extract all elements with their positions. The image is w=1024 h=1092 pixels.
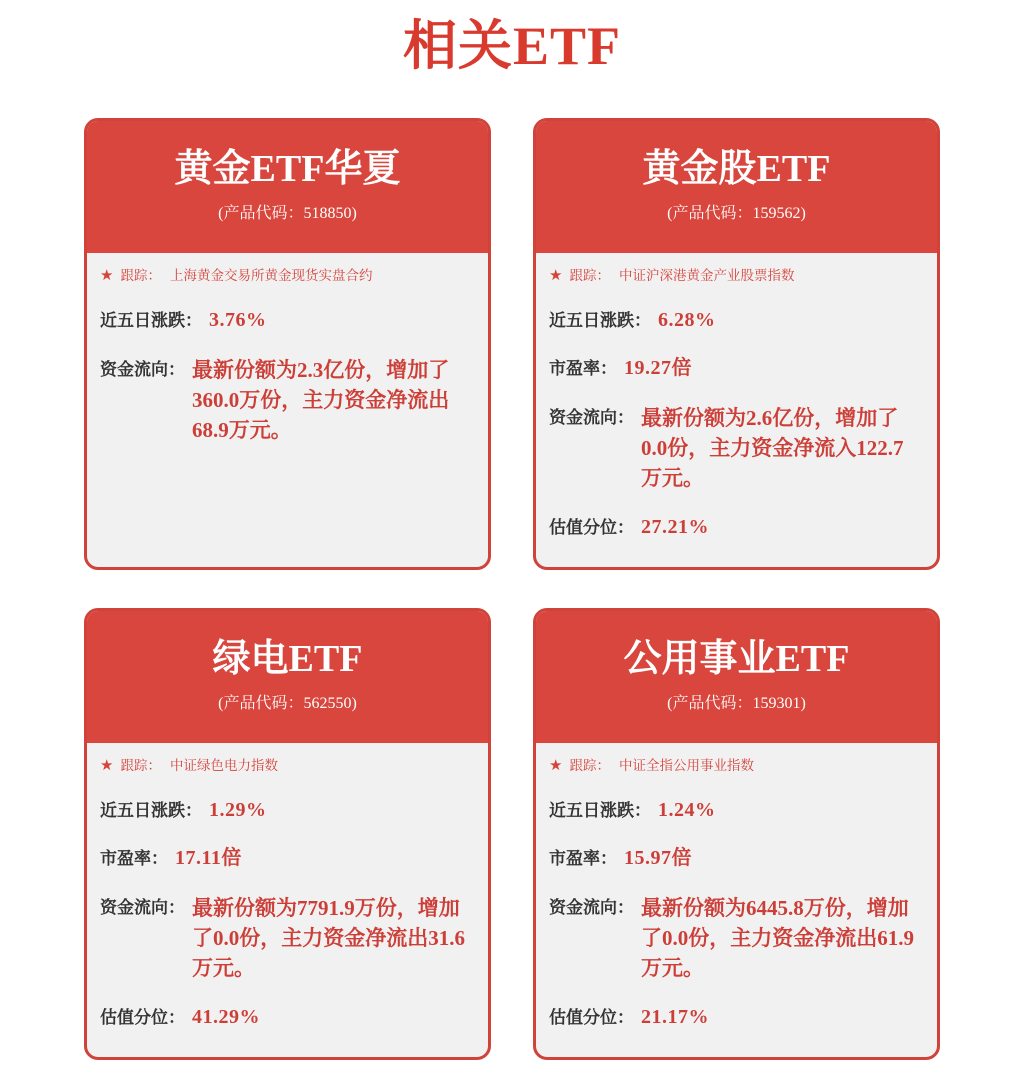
change-label: 近五日涨跌： — [549, 311, 651, 330]
pe-label: 市盈率： — [100, 849, 168, 868]
change-row — [100, 307, 474, 334]
star-icon: ★ — [549, 267, 563, 284]
card-header — [84, 118, 491, 253]
card-header — [533, 118, 940, 253]
star-icon: ★ — [100, 267, 114, 284]
track-label: 跟踪： — [120, 268, 161, 283]
pe-value: 17.11倍 — [175, 847, 242, 869]
change-value: 6.28% — [658, 309, 716, 331]
track-row — [100, 266, 474, 286]
change-value: 1.29% — [209, 799, 267, 821]
change-label: 近五日涨跌： — [100, 801, 202, 820]
flow-value: 最新份额为6445.8万份，增加了0.0份，主力资金净流出61.9万元。 — [641, 896, 914, 980]
card-title: 公用事业ETF — [623, 638, 850, 680]
valuation-value: 21.17% — [641, 1006, 709, 1028]
flow-label: 资金流向： — [549, 408, 634, 427]
card-product-code: (产品代码：562550) — [218, 695, 357, 712]
etf-card-utilities — [533, 608, 940, 1060]
valuation-row — [549, 1004, 923, 1031]
change-row — [100, 797, 474, 824]
card-product-code: (产品代码：159562) — [667, 205, 806, 222]
flow-label: 资金流向： — [549, 898, 634, 917]
track-row — [549, 756, 923, 776]
star-icon: ★ — [549, 757, 563, 774]
flow-label: 资金流向： — [100, 360, 185, 379]
track-row — [549, 266, 923, 286]
flow-label: 资金流向： — [100, 898, 185, 917]
track-index-name: 中证沪深港黄金产业股票指数 — [618, 268, 795, 283]
valuation-label: 估值分位： — [549, 1008, 634, 1027]
pe-row — [549, 845, 923, 872]
etf-card-grid — [84, 118, 940, 1060]
card-body — [87, 743, 488, 1057]
flow-value: 最新份额为7791.9万份，增加了0.0份，主力资金净流出31.6万元。 — [192, 896, 465, 980]
etf-card-gold-stock — [533, 118, 940, 570]
track-label: 跟踪： — [120, 758, 161, 773]
valuation-label: 估值分位： — [100, 1008, 185, 1027]
track-label: 跟踪： — [569, 268, 610, 283]
flow-row — [100, 355, 474, 445]
pe-label: 市盈率： — [549, 359, 617, 378]
card-body — [536, 743, 937, 1057]
etf-card-green-power — [84, 608, 491, 1060]
pe-row — [549, 355, 923, 382]
track-row — [100, 756, 474, 776]
card-title: 黄金ETF华夏 — [174, 148, 401, 190]
track-label: 跟踪： — [569, 758, 610, 773]
card-header — [533, 608, 940, 743]
valuation-row — [100, 1004, 474, 1031]
change-label: 近五日涨跌： — [100, 311, 202, 330]
valuation-value: 41.29% — [192, 1006, 260, 1028]
card-title: 黄金股ETF — [642, 148, 831, 190]
card-body — [87, 253, 488, 567]
flow-value: 最新份额为2.6亿份，增加了0.0份，主力资金净流入122.7万元。 — [641, 406, 904, 490]
card-title: 绿电ETF — [212, 638, 363, 680]
card-body — [536, 253, 937, 567]
change-label: 近五日涨跌： — [549, 801, 651, 820]
change-row — [549, 307, 923, 334]
card-header — [84, 608, 491, 743]
flow-row — [549, 403, 923, 493]
card-product-code: (产品代码：159301) — [667, 695, 806, 712]
pe-label: 市盈率： — [549, 849, 617, 868]
track-index-name: 中证全指公用事业指数 — [618, 758, 754, 773]
track-index-name: 上海黄金交易所黄金现货实盘合约 — [169, 268, 373, 283]
change-value: 1.24% — [658, 799, 716, 821]
star-icon: ★ — [100, 757, 114, 774]
page-title: 相关ETF — [402, 16, 622, 76]
pe-row — [100, 845, 474, 872]
change-row — [549, 797, 923, 824]
valuation-label: 估值分位： — [549, 518, 634, 537]
valuation-row — [549, 514, 923, 541]
card-product-code: (产品代码：518850) — [218, 205, 357, 222]
flow-row — [100, 893, 474, 983]
change-value: 3.76% — [209, 309, 267, 331]
valuation-value: 27.21% — [641, 516, 709, 538]
pe-value: 15.97倍 — [624, 847, 692, 869]
track-index-name: 中证绿色电力指数 — [169, 758, 278, 773]
pe-value: 19.27倍 — [624, 357, 692, 379]
etf-card-gold-huaxia — [84, 118, 491, 570]
flow-value: 最新份额为2.3亿份，增加了360.0万份，主力资金净流出68.9万元。 — [192, 358, 450, 442]
flow-row — [549, 893, 923, 983]
